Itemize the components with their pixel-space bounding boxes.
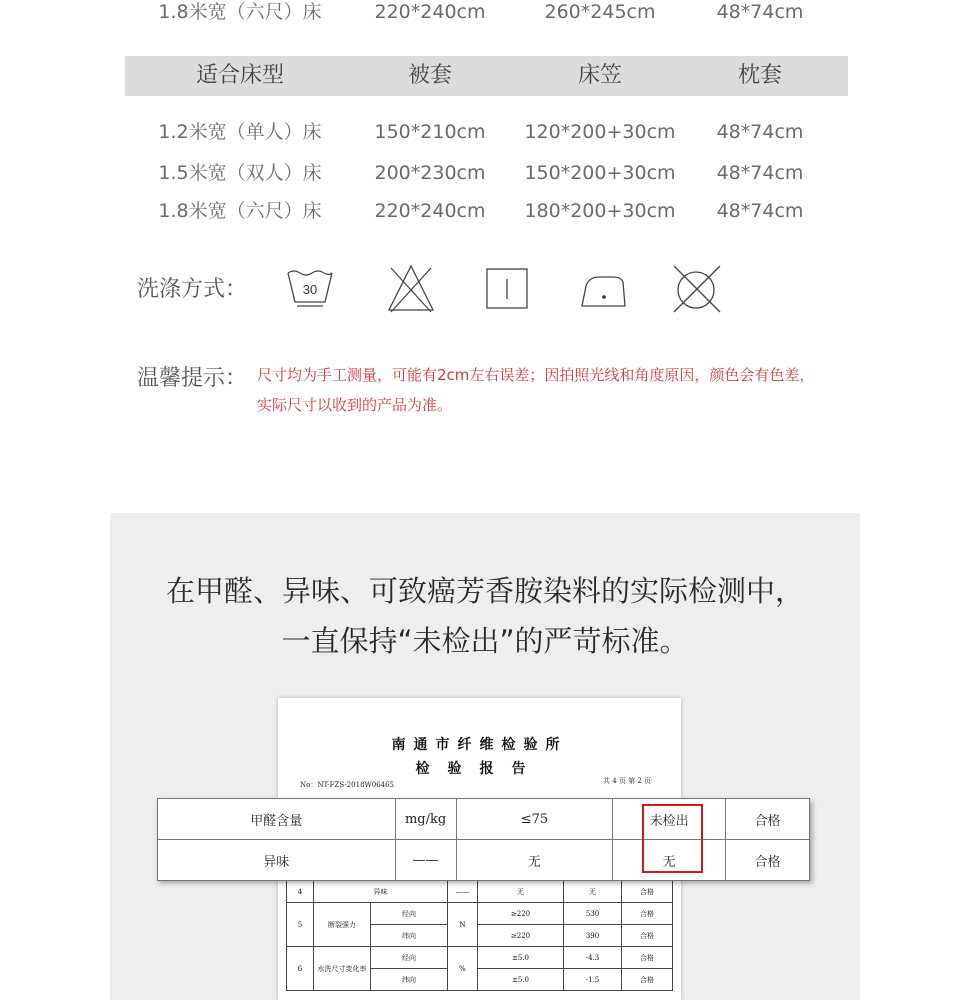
cell-no: 6 [287,947,314,991]
no-bleach-icon [385,262,437,314]
dry-flat-icon [484,262,530,312]
cell-std: ≥220 [478,925,564,947]
size-row [125,191,848,231]
tips-label: 温馨提示： [137,366,248,391]
size-row-prev [125,0,848,32]
header-bed-type: 适合床型 [195,63,284,88]
result-highlight-box [642,804,703,873]
report-title: 检验报告 [415,761,544,777]
cell-unit: —— [448,881,478,903]
cell-sub: 经向 [371,903,448,925]
cell-sub: 纬向 [371,969,448,991]
header-fitted-sheet: 床笠 [577,63,622,88]
cell-verdict: 合格 [726,840,810,881]
washing-label: 洗涤方式： [137,277,248,302]
cell-result: 无 [564,881,622,903]
promo-headline-line1: 在甲醛、异味、可致癌芳香胺染料的实际检测中， [165,574,804,608]
duvet-size: 200*230cm [374,162,486,184]
sheet-size: 150*200+30cm [524,162,676,184]
cell-result: 390 [564,925,622,947]
cell-item: 断裂强力 [314,903,371,947]
size-row [125,153,848,193]
cell-std: 无 [478,881,564,903]
size-row [125,112,848,152]
cell-verdict: 合格 [622,881,673,903]
pillow-size: 48*74cm [716,200,804,222]
wash-30-icon [285,262,335,312]
duvet-size: 150*210cm [374,121,486,143]
cell-result: -1.5 [564,969,622,991]
duvet-size: 220*240cm [374,1,486,23]
cell-no: 4 [287,881,314,903]
cell-result: 未检出 [613,799,726,840]
bed-type: 1.2米宽（单人）床 [158,121,322,143]
report-org: 南通市纤维检验所 [391,737,568,753]
cell-std: ±5.0 [478,947,564,969]
bed-type: 1.8米宽（六尺）床 [158,200,322,222]
cell-verdict: 合格 [622,947,673,969]
cell-verdict: 合格 [726,799,810,840]
promo-headline-line2: 一直保持“未检出”的严苛标准。 [281,624,689,658]
table-row [158,799,810,840]
cell-std: 无 [456,840,613,881]
bed-type: 1.5米宽（双人）床 [158,162,322,184]
cell-verdict: 合格 [622,969,673,991]
cell-unit: mg/kg [395,799,456,840]
cell-result: 无 [613,840,726,881]
iron-low-icon [579,262,629,312]
cell-item: 异味 [314,881,448,903]
cell-no: 5 [287,903,314,947]
table-row [287,903,673,925]
cell-result: 530 [564,903,622,925]
pillow-size: 48*74cm [716,1,804,23]
cell-item: 水洗尺寸变化率 [314,947,371,991]
sheet-size: 120*200+30cm [524,121,676,143]
cell-unit: N [448,903,478,947]
highlight-table [157,798,810,881]
cell-unit: —— [395,840,456,881]
cell-std: ±5.0 [478,969,564,991]
no-dry-clean-icon [670,262,722,314]
header-pillowcase: 枕套 [737,63,782,88]
cell-unit: % [448,947,478,991]
sheet-size: 180*200+30cm [524,200,676,222]
report-table [286,880,673,991]
tips-text-line1: 尺寸均为手工测量，可能有2cm左右误差；因拍照光线和角度原因，颜色会有色差， [257,366,815,384]
cell-item: 异味 [158,840,396,881]
wash-temp-text: 30 [302,282,318,297]
bed-type: 1.8米宽（六尺）床 [158,1,322,23]
pillow-size: 48*74cm [716,162,804,184]
cell-sub: 经向 [371,947,448,969]
table-row [287,881,673,903]
pillow-size: 48*74cm [716,121,804,143]
table-row [158,840,810,881]
table-row [287,947,673,969]
cell-std: ≥220 [478,903,564,925]
duvet-size: 220*240cm [374,200,486,222]
highlight-table-overlay [157,798,810,880]
cell-verdict: 合格 [622,903,673,925]
size-table-header [125,56,848,96]
cell-item: 甲醛含量 [158,799,396,840]
tips-text-line2: 实际尺寸以收到的产品为准。 [257,396,453,414]
report-number: No：NT-FZS-2018W06465 [300,781,395,789]
sheet-size: 260*245cm [544,1,656,23]
cell-result: -4.3 [564,947,622,969]
report-page: 共 4 页 第 2 页 [603,777,652,785]
header-duvet: 被套 [407,63,452,88]
cell-sub: 纬向 [371,925,448,947]
cell-std: ≤75 [456,799,613,840]
cell-verdict: 合格 [622,925,673,947]
